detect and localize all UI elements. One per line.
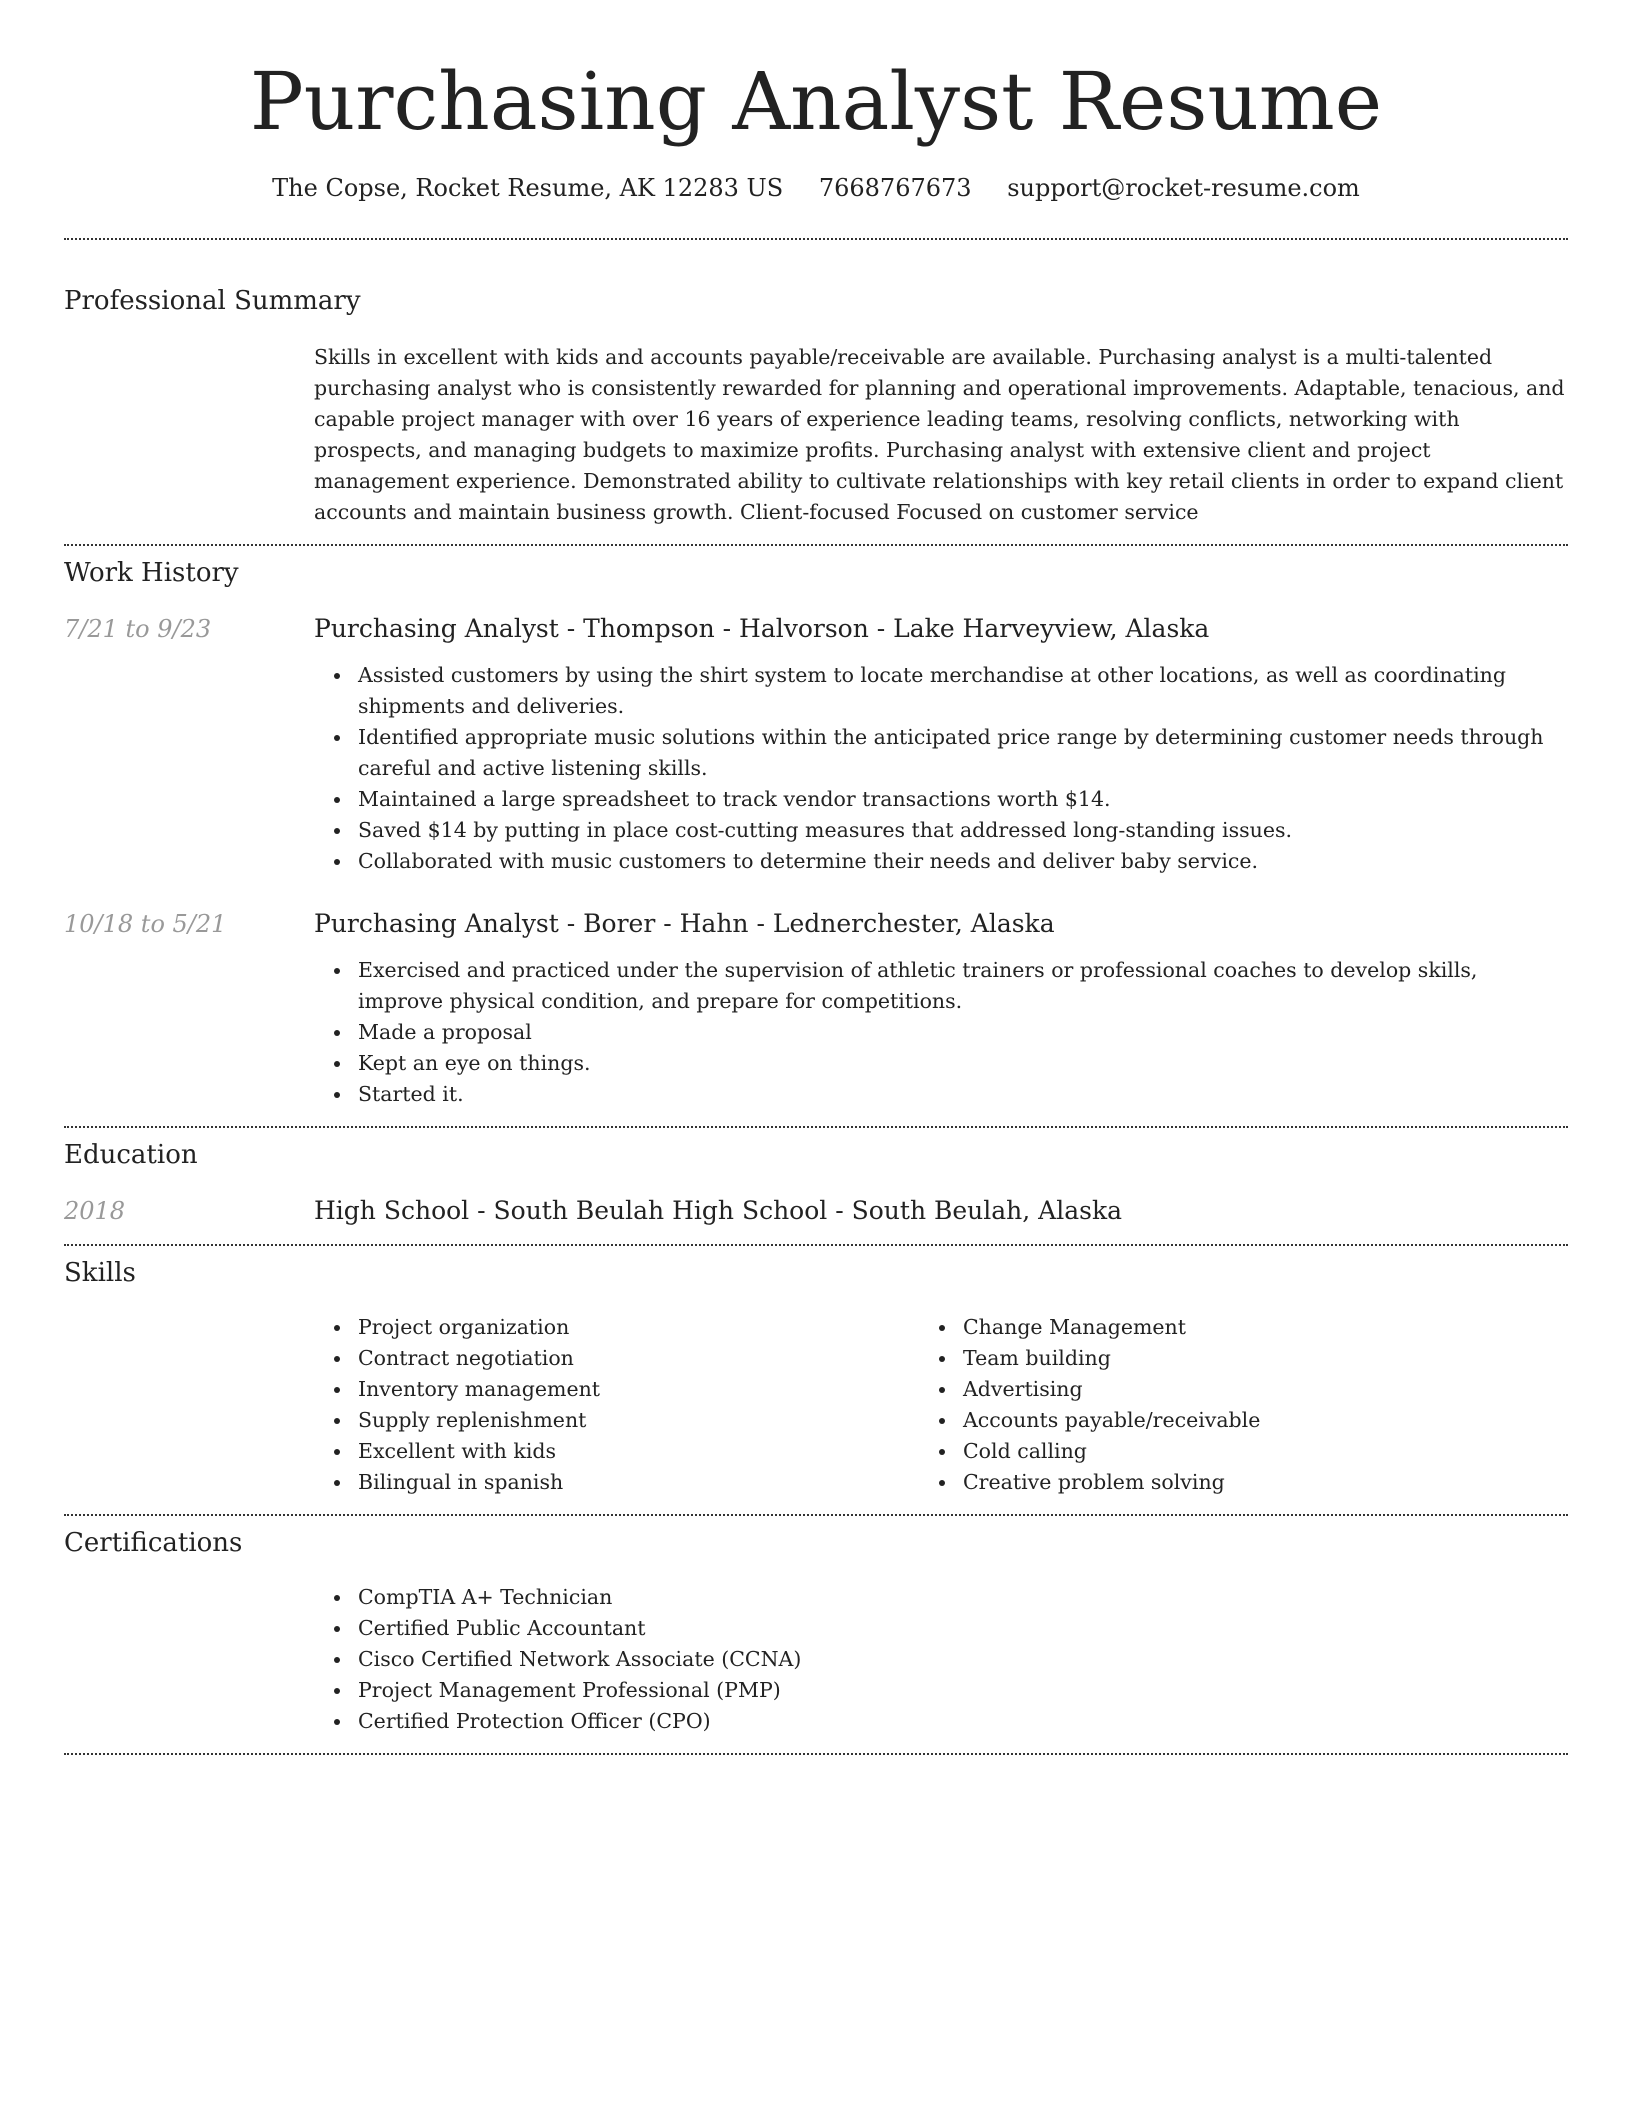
section-heading-education: Education bbox=[64, 1140, 198, 1170]
job-bullet: Maintained a large spreadsheet to track vendor transactions worth $14. bbox=[358, 784, 1568, 815]
skill-item: Excellent with kids bbox=[358, 1436, 963, 1467]
job-entry bbox=[64, 907, 1568, 1110]
education-year: 2018 bbox=[64, 1197, 126, 1225]
summary-text: Skills in excellent with kids and accounts payable/receivable are available. Purchasing analyst is a multi-talented purchasing analyst who is consistently rewarded for planning and operational improvements. Adaptable, tenacious, and capable project manager with over 16 years of experience leading teams, resolving conflicts, networking with prospects, and managing budgets to maximize profits. Purchasing analyst with extensive client and project management experience. Demonstrated ability to cultivate relationships with key retail clients in order to expand client accounts and maintain business growth. Client-focused Focused on customer service bbox=[314, 345, 1565, 524]
job-bullet: Saved $14 by putting in place cost-cutting measures that addressed long-standing issues. bbox=[358, 815, 1568, 846]
certifications-list bbox=[358, 1582, 1568, 1737]
job-title: Purchasing Analyst - Thompson - Halvorson - Lake Harveyview, Alaska bbox=[314, 614, 1210, 643]
certification-item: Project Management Professional (PMP) bbox=[358, 1675, 1568, 1706]
job-bullets bbox=[358, 660, 1568, 877]
contact-address: The Copse, Rocket Resume, AK 12283 US bbox=[272, 174, 784, 202]
skills-list-left bbox=[358, 1312, 963, 1498]
skill-item: Project organization bbox=[358, 1312, 963, 1343]
divider bbox=[64, 1126, 1568, 1128]
education-section bbox=[64, 1138, 1568, 1228]
skill-item: Supply replenishment bbox=[358, 1405, 963, 1436]
divider bbox=[64, 1514, 1568, 1516]
resume-page bbox=[64, 0, 1568, 1755]
education-title: High School - South Beulah High School - South Beulah, Alaska bbox=[314, 1196, 1122, 1225]
section-heading-skills: Skills bbox=[64, 1258, 136, 1288]
job-bullet: Kept an eye on things. bbox=[358, 1048, 1568, 1079]
certification-item: Certified Public Accountant bbox=[358, 1613, 1568, 1644]
divider bbox=[64, 1753, 1568, 1755]
certification-item: Cisco Certified Network Associate (CCNA) bbox=[358, 1644, 1568, 1675]
job-bullet: Exercised and practiced under the supervision of athletic trainers or professional coaches to develop skills, improve physical condition, and prepare for competitions. bbox=[358, 955, 1568, 1017]
skill-item: Bilingual in spanish bbox=[358, 1467, 963, 1498]
skill-item: Contract negotiation bbox=[358, 1343, 963, 1374]
skills-section bbox=[64, 1256, 1568, 1498]
skill-item: Creative problem solving bbox=[963, 1467, 1568, 1498]
section-heading-summary: Professional Summary bbox=[64, 286, 361, 316]
skill-item: Advertising bbox=[963, 1374, 1568, 1405]
divider bbox=[64, 238, 1568, 240]
certification-item: CompTIA A+ Technician bbox=[358, 1582, 1568, 1613]
job-title: Purchasing Analyst - Borer - Hahn - Lednerchester, Alaska bbox=[314, 909, 1055, 938]
divider bbox=[64, 1244, 1568, 1246]
certifications-section bbox=[64, 1526, 1568, 1737]
skills-columns bbox=[358, 1312, 1568, 1498]
contact-email: support@rocket-resume.com bbox=[1007, 174, 1360, 202]
certification-item: Certified Protection Officer (CPO) bbox=[358, 1706, 1568, 1737]
summary-section bbox=[64, 284, 1568, 528]
contact-phone: 7668767673 bbox=[818, 174, 972, 202]
section-heading-certifications: Certifications bbox=[64, 1528, 243, 1558]
skill-item: Change Management bbox=[963, 1312, 1568, 1343]
job-entry bbox=[64, 612, 1568, 877]
job-dates: 10/18 to 5/21 bbox=[64, 910, 227, 938]
education-entry bbox=[64, 1194, 1568, 1228]
section-heading-work-history: Work History bbox=[64, 558, 239, 588]
skill-item: Inventory management bbox=[358, 1374, 963, 1405]
work-history-section bbox=[64, 556, 1568, 1110]
resume-title: Purchasing Analyst Resume bbox=[249, 55, 1383, 148]
job-bullet: Collaborated with music customers to determine their needs and deliver baby service. bbox=[358, 846, 1568, 877]
skills-list-right bbox=[963, 1312, 1568, 1498]
job-bullet: Started it. bbox=[358, 1079, 1568, 1110]
job-bullet: Assisted customers by using the shirt system to locate merchandise at other locations, as well as coordinating shipments and deliveries. bbox=[358, 660, 1568, 722]
skill-item: Cold calling bbox=[963, 1436, 1568, 1467]
job-bullet: Identified appropriate music solutions within the anticipated price range by determining customer needs through careful and active listening skills. bbox=[358, 722, 1568, 784]
skill-item: Accounts payable/receivable bbox=[963, 1405, 1568, 1436]
job-bullets bbox=[358, 955, 1568, 1110]
job-bullet: Made a proposal bbox=[358, 1017, 1568, 1048]
divider bbox=[64, 544, 1568, 546]
job-dates: 7/21 to 9/23 bbox=[64, 615, 212, 643]
contact-line bbox=[64, 172, 1568, 204]
skill-item: Team building bbox=[963, 1343, 1568, 1374]
